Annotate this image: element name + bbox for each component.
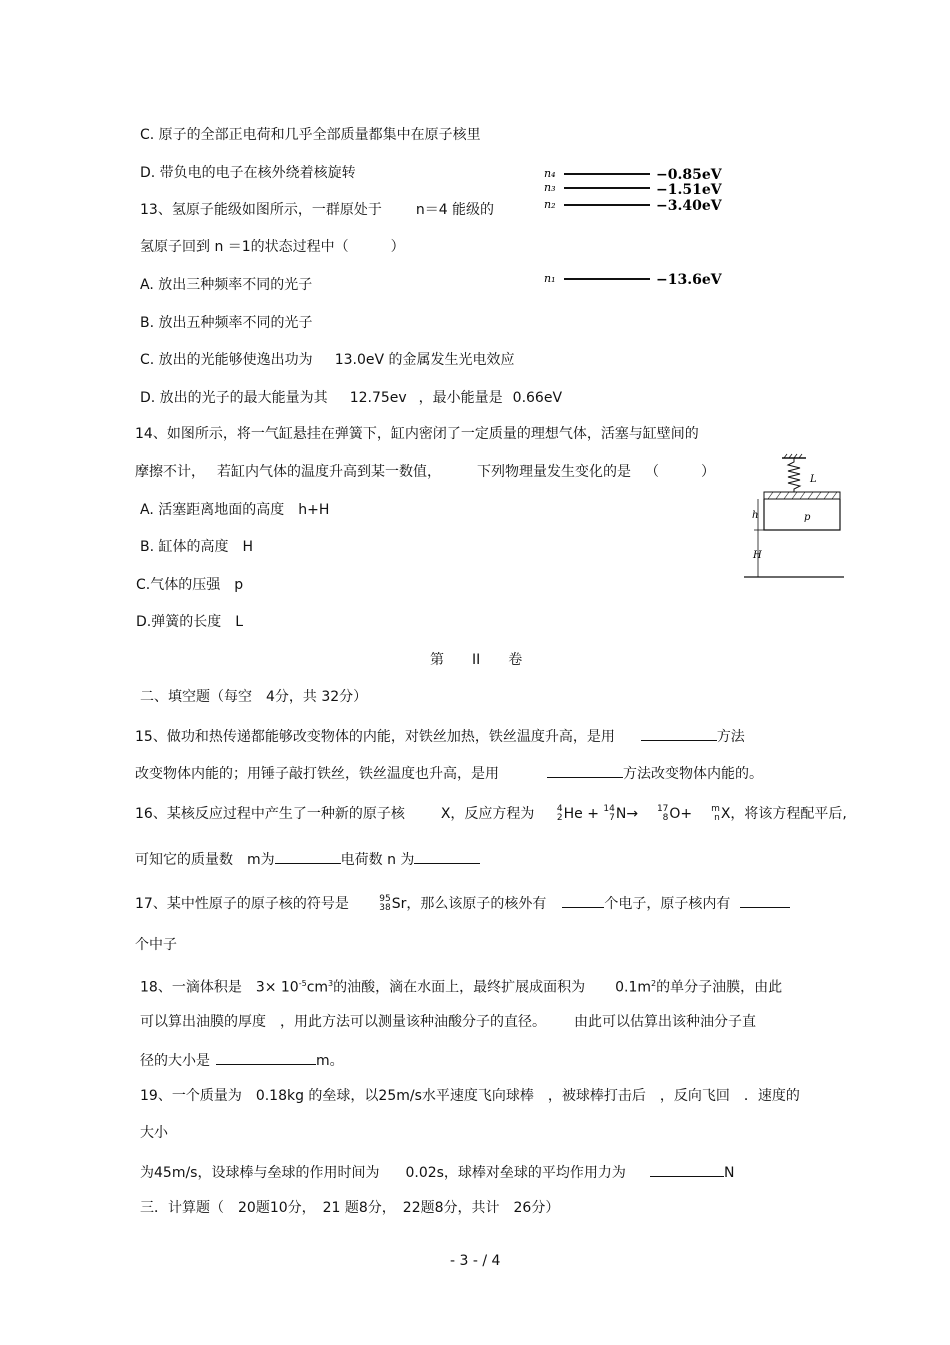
level-energy-n1: −13.6eV <box>656 272 722 288</box>
level-energy-n3: −1.51eV <box>656 182 722 198</box>
level-energy-n2: −3.40eV <box>656 198 722 214</box>
q18-line3: 径的大小是 m。 <box>140 1050 344 1070</box>
q15-blank-2[interactable] <box>547 763 623 778</box>
q13-option-b: B. 放出五种频率不同的光子 <box>140 315 313 331</box>
energy-level-diagram <box>540 160 730 295</box>
q13-option-c: C. 放出的光能够使逸出功为 13.0eV 的金属发生光电效应 <box>140 352 515 368</box>
q15-line1: 15、做功和热传递都能够改变物体的内能，对铁丝加热，铁丝温度升高，是用 方法 <box>135 726 745 746</box>
q19-blank-force[interactable] <box>650 1162 724 1177</box>
q16-line1: 16、某核反应过程中产生了一种新的原子核 X，反应方程为 4 2He + 14 7N→ 17 8O+ m nX，将该方程配平后, <box>135 804 847 823</box>
level-label-n4: n₄ <box>544 167 556 180</box>
sr-nuclide-numbers: 95 38 <box>379 894 391 913</box>
q19-line1: 19、一个质量为 0.18kg 的垒球，以25m/s水平速度飞向球棒 ，被球棒打击后 ，反向飞回 ．速度的 <box>140 1088 800 1104</box>
q14-stem-line1: 14、如图所示，将一气缸悬挂在弹簧下，缸内密闭了一定质量的理想气体，活塞与缸壁间的 <box>135 426 699 442</box>
q18-line2: 可以算出油膜的厚度 ，用此方法可以测量该种油酸分子的直径。 由此可以估算出该种油分子直 <box>140 1014 756 1030</box>
page-number: - 3 - / 4 <box>450 1253 501 1269</box>
label-H: H <box>753 550 762 561</box>
cylinder-body <box>764 499 840 530</box>
q13-stem-line2: 氢原子回到 n ＝1的状态过程中（ ） <box>140 239 405 255</box>
q19-line2: 大小 <box>140 1125 168 1141</box>
q15-line2: 改变物体内能的；用锤子敲打铁丝，铁丝温度也升高，是用 方法改变物体内能的。 <box>135 763 763 783</box>
x-nuclide-numbers: m n <box>711 804 720 823</box>
q16-blank-n[interactable] <box>414 849 480 864</box>
q16-blank-m[interactable] <box>275 849 341 864</box>
section-three-heading: 三．计算题（ 20题10分， 21 题8分， 22题8分，共计 26分） <box>140 1200 560 1216</box>
label-p: p <box>804 512 811 523</box>
q17-line1: 17、某中性原子的原子核的符号是 95 38Sr，那么该原子的核外有 个电子，原子核内有 <box>135 893 790 913</box>
q16-line2: 可知它的质量数 m为 电荷数 n 为 <box>135 849 480 869</box>
spring <box>788 458 800 492</box>
o-nuclide-numbers: 17 8 <box>656 804 669 823</box>
q14-stem-line2: 摩擦不计， 若缸内气体的温度升高到某一数值， 下列物理量发生变化的是 （ ） <box>135 464 715 480</box>
q14-option-b: B. 缸体的高度 H <box>140 539 254 555</box>
level-label-n2: n₂ <box>544 198 556 211</box>
label-L: L <box>810 474 817 485</box>
q12-option-c: C. 原子的全部正电荷和几乎全部质量都集中在原子核里 <box>140 127 481 143</box>
cylinder-spring-diagram <box>740 452 850 587</box>
level-label-n3: n₃ <box>544 181 556 194</box>
q18-line1: 18、一滴体积是 $3\times 10^{-5}cm^3$的油酸，滴在水面上，最终扩展成面积为 $0.1m^2$的单分子油膜，由此 <box>140 979 783 996</box>
q17-line2: 个中子 <box>135 937 177 953</box>
q13-option-d: D. 放出的光子的最大能量为其 12.75ev ，最小能量是 0.66eV <box>140 390 563 406</box>
n-nuclide-numbers: 14 7 <box>603 804 615 823</box>
q17-blank-electrons[interactable] <box>562 893 604 908</box>
q17-blank-neutrons[interactable] <box>740 893 790 908</box>
q14-option-a: A. 活塞距离地面的高度 h+H <box>140 502 330 518</box>
section-two-heading: 二、填空题（每空 4分，共 32分） <box>140 689 368 705</box>
label-h: h <box>752 510 759 521</box>
q19-line3: 为45m/s，设球棒与垒球的作用时间为 0.02s，球棒对垒球的平均作用力为 N <box>140 1162 734 1182</box>
q15-blank-1[interactable] <box>641 726 717 741</box>
q14-option-d: D.弹簧的长度 L <box>136 614 244 630</box>
q12-option-d: D. 带负电的电子在核外绕着核旋转 <box>140 165 356 181</box>
level-label-n1: n₁ <box>544 272 556 285</box>
he-nuclide-numbers: 4 2 <box>556 804 563 823</box>
q13-stem-line1: 13、氢原子能级如图所示，一群原处于 n＝4 能级的 <box>140 202 495 218</box>
level-energy-n4: −0.85eV <box>656 167 722 183</box>
q13-option-a: A. 放出三种频率不同的光子 <box>140 277 313 293</box>
q18-blank-diameter[interactable] <box>216 1050 316 1065</box>
q14-option-c: C.气体的压强 p <box>136 577 244 593</box>
part-two-title: 第 II 卷 <box>430 652 523 668</box>
